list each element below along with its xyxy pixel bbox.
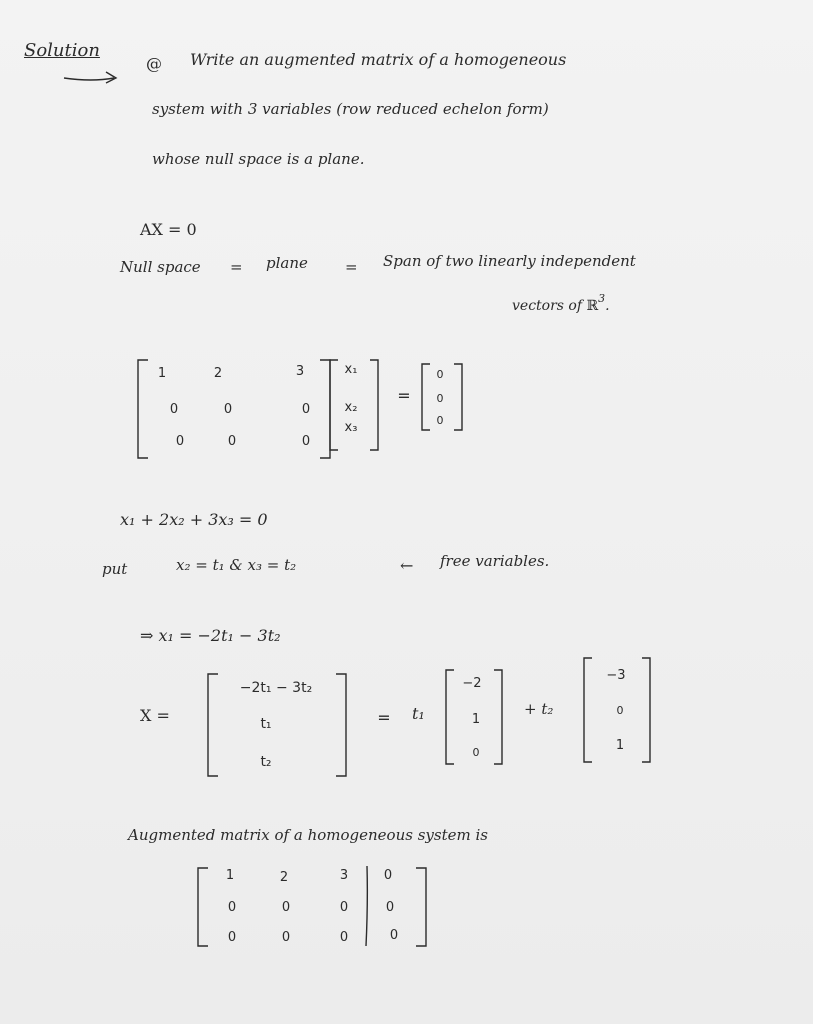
- aug-matrix-cell: 1: [225, 868, 235, 883]
- zero-vector-cell: 0: [436, 392, 444, 405]
- null-space-label: Null space: [120, 258, 201, 276]
- v2-cell: −3: [606, 668, 626, 683]
- x-equals-label: X =: [140, 706, 170, 725]
- intro-line-1: Write an augmented matrix of a homogeneous: [190, 50, 567, 69]
- vectors-text: vectors of: [512, 298, 583, 314]
- solution-vector-cell: t₁: [260, 716, 272, 732]
- matrix-a-cell: 0: [301, 434, 311, 449]
- aug-matrix-cell: 0: [339, 930, 349, 945]
- v1-cell: 0: [472, 746, 480, 759]
- v1-cell: 1: [471, 712, 481, 727]
- matrix-a-cell: 0: [175, 434, 185, 449]
- left-arrow-icon: ←: [400, 556, 414, 575]
- aug-matrix-cell: 0: [385, 900, 395, 915]
- aug-matrix-cell: 0: [339, 900, 349, 915]
- v2-cell: 1: [615, 738, 625, 753]
- aug-matrix-cell: 0: [389, 928, 399, 943]
- null-space-plane: plane: [266, 254, 308, 272]
- aug-matrix-cell: 0: [281, 900, 291, 915]
- free-variables-note: free variables.: [440, 552, 550, 570]
- zero-vector-cell: 0: [436, 414, 444, 427]
- intro-line-2: system with 3 variables (row reduced echelon form): [152, 100, 549, 118]
- aug-matrix-cell: 0: [227, 930, 237, 945]
- matrix-a-cell: 3: [295, 364, 305, 379]
- period: .: [605, 298, 610, 314]
- v2-cell: 0: [616, 704, 624, 717]
- zero-vector-right-bracket: [450, 362, 466, 434]
- aug-matrix-cell: 0: [227, 900, 237, 915]
- conclusion-text: Augmented matrix of a homogeneous system is: [128, 826, 488, 844]
- put-assignment: x₂ = t₁ & x₃ = t₂: [176, 556, 297, 574]
- vector-x-cell: x₃: [344, 420, 358, 435]
- r3-superscript: 3: [598, 292, 606, 305]
- part-marker: @: [146, 54, 162, 73]
- linear-equation: x₁ + 2x₂ + 3x₃ = 0: [120, 510, 268, 529]
- null-space-eq2: =: [345, 258, 358, 276]
- vector-x-right-bracket: [366, 358, 382, 454]
- vector-x-cell: x₂: [344, 400, 358, 415]
- equation-ax: AX = 0: [140, 220, 197, 239]
- v1-cell: −2: [462, 676, 482, 691]
- aug-matrix-divider: [364, 864, 370, 948]
- aug-matrix-left-bracket: [194, 866, 212, 950]
- matrix-a-cell: 0: [227, 434, 237, 449]
- zero-vector-cell: 0: [436, 368, 444, 381]
- plus-t2: + t₂: [524, 700, 554, 718]
- matrix-a-cell: 1: [157, 366, 167, 381]
- solution-equals: =: [377, 708, 391, 727]
- aug-matrix-cell: 3: [339, 868, 349, 883]
- matrix-a-left-bracket: [134, 358, 154, 462]
- put-label: put: [102, 560, 128, 578]
- aug-matrix-cell: 0: [383, 868, 393, 883]
- matrix-eq-equals: =: [397, 386, 411, 405]
- aug-matrix-cell: 2: [279, 870, 289, 885]
- r3-symbol: ℝ: [586, 298, 599, 314]
- v2-right-bracket: [638, 656, 654, 766]
- matrix-a-cell: 0: [169, 402, 179, 417]
- right-arrow-icon: [62, 66, 122, 86]
- null-space-eq1: =: [230, 258, 243, 276]
- aug-matrix-cell: 0: [281, 930, 291, 945]
- solution-label: Solution: [24, 40, 100, 61]
- null-space-span: Span of two linearly independent: [383, 252, 636, 270]
- matrix-a-cell: 2: [213, 366, 223, 381]
- intro-line-3: whose null space is a plane.: [152, 150, 365, 168]
- vector-x-cell: x₁: [344, 362, 358, 377]
- null-space-vectors: [512, 292, 610, 314]
- solution-vector-cell: t₂: [260, 754, 272, 770]
- aug-matrix-right-bracket: [412, 866, 430, 950]
- matrix-a-cell: 0: [301, 402, 311, 417]
- t1-coefficient: t₁: [412, 704, 425, 723]
- implies-line: ⇒ x₁ = −2t₁ − 3t₂: [140, 626, 281, 645]
- solution-vector-cell: −2t₁ − 3t₂: [239, 680, 313, 696]
- matrix-a-cell: 0: [223, 402, 233, 417]
